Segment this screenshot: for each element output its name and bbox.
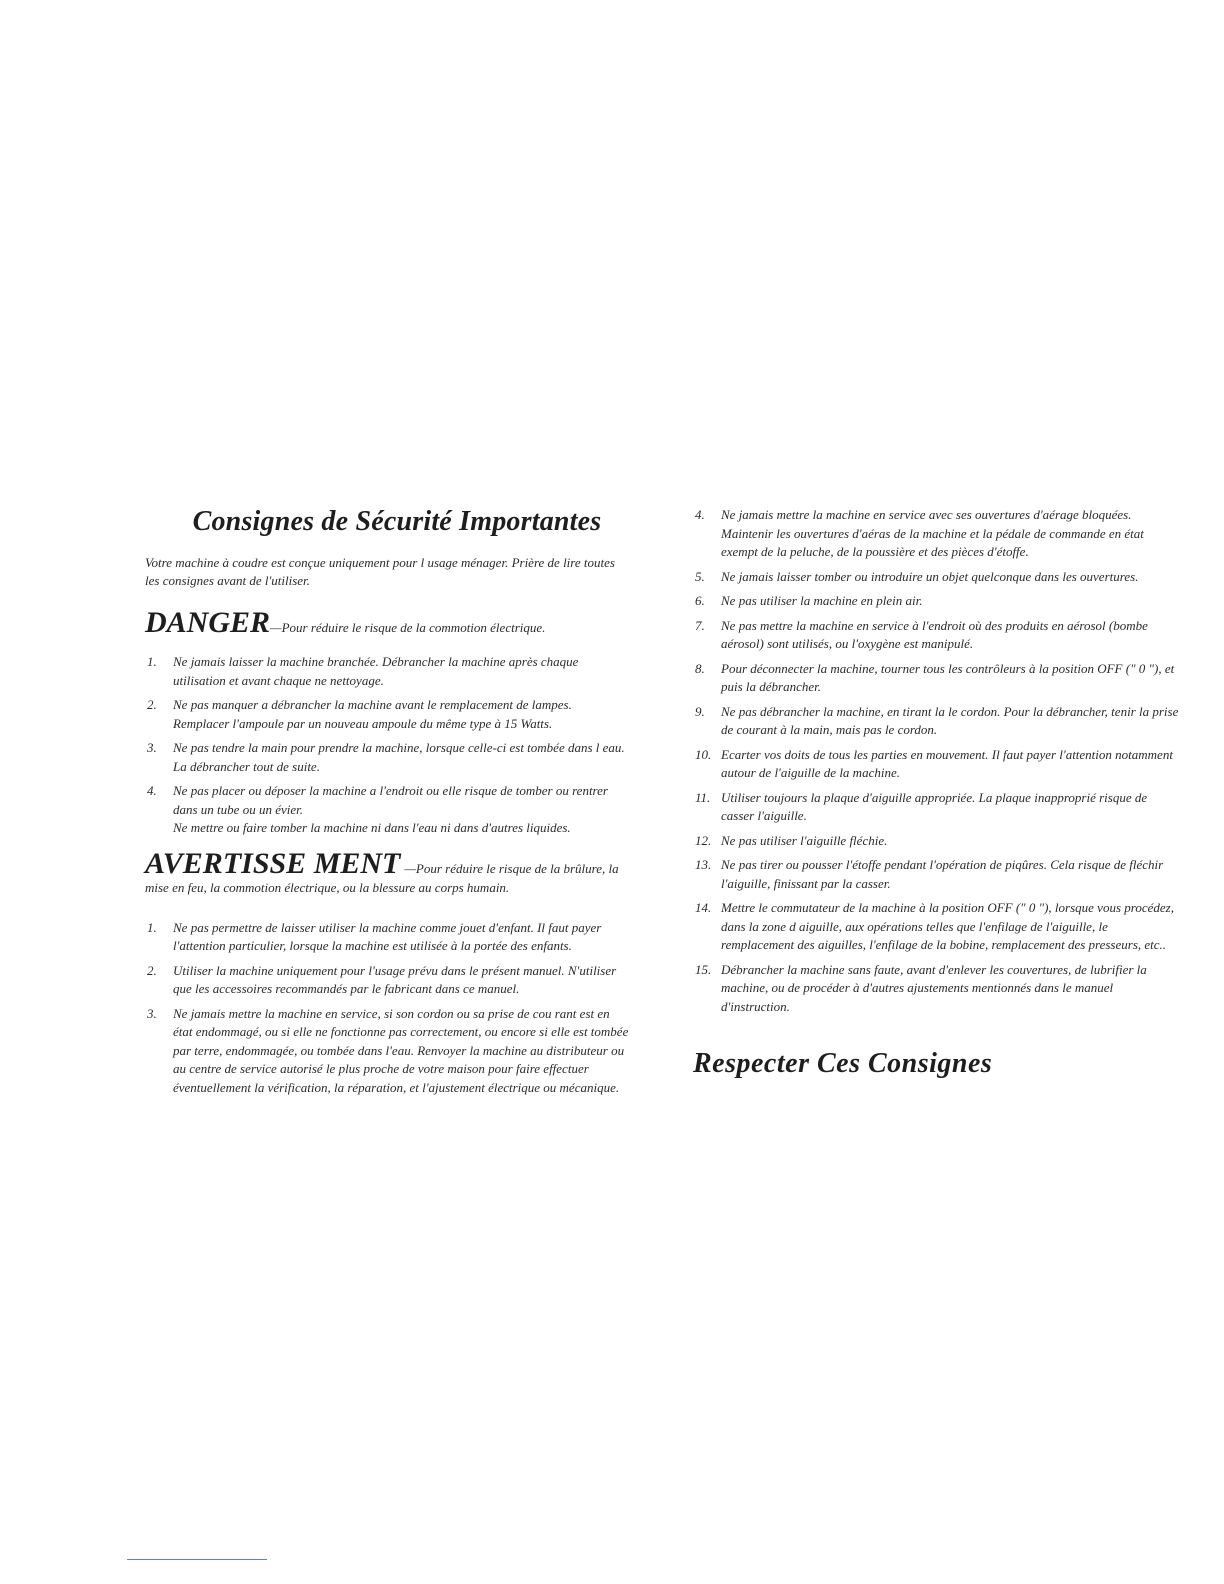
item-text: Ne jamais laisser la machine branchée. Débrancher la machine après chaque utilisation et avant chaque ne nettoyage.	[173, 654, 579, 688]
footer-rule	[127, 1559, 267, 1560]
item-number: 2.	[147, 962, 157, 978]
danger-item	[145, 739, 629, 776]
avertissement-list-right	[693, 506, 1180, 1016]
item-number: 6.	[695, 593, 705, 608]
item-text: Ne jamais laisser tomber ou introduire un objet quelconque dans les ouvertures.	[721, 568, 1139, 584]
avertissement-item	[693, 961, 1180, 1017]
avertissement-item	[693, 617, 1180, 654]
item-number: 9.	[695, 703, 705, 719]
closing-heading: Respecter Ces Consignes	[693, 1048, 993, 1079]
item-number: 1.	[147, 654, 157, 669]
item-text: Utiliser la machine uniquement pour l'usage prévu dans le présent manuel. N'utiliser que les accessoires recommandés par le fabricant dans ce manuel.	[173, 962, 617, 996]
item-number: 5.	[695, 568, 705, 584]
avertissement-item	[693, 568, 1180, 587]
item-text: Ne pas permettre de laisser utiliser la machine comme jouet d'enfant. Il faut payer l'attention particulier, lorsque la machine est utilisée à la portée des enfants.	[173, 919, 602, 953]
avertissement-item	[693, 856, 1180, 893]
avertissement-item	[145, 919, 629, 956]
avertissement-list-left	[145, 919, 629, 1098]
item-number: 4.	[695, 507, 705, 522]
avertissement-item	[693, 832, 1180, 851]
avertissement-item	[693, 746, 1180, 783]
item-text: Ne pas mettre la machine en service à l'endroit où des produits en aérosol (bombe aérosol) sont utilisés, ou l'oxygène est manipulé.	[721, 617, 1148, 651]
item-text: Ne pas utiliser la machine en plein air.	[721, 593, 923, 608]
item-number: 10.	[695, 746, 712, 762]
item-number: 12.	[695, 832, 712, 848]
avertissement-item	[693, 592, 1180, 611]
item-text: Ne pas débrancher la machine, en tirant la le cordon. Pour la débrancher, tenir la prise de courant à la main, mais pas le cordon.	[721, 703, 1179, 737]
item-text: Mettre le commutateur de la machine à la position OFF (" 0 "), lorsque vous procédez, dans la zone d aiguille, aux opérations telles que l'enfilage de l'aiguille, le remplacement des aiguilles, l'enfilage de la bobine, remplacement des presseurs, etc..	[721, 900, 1174, 952]
item-number: 13.	[695, 857, 712, 872]
danger-item	[145, 696, 629, 733]
item-number: 1.	[147, 919, 157, 935]
item-number: 8.	[695, 660, 705, 676]
danger-list	[145, 653, 629, 838]
item-number: 7.	[695, 617, 705, 633]
avertissement-item	[693, 899, 1180, 955]
avertissement-item	[693, 506, 1180, 562]
item-text: Ne jamais mettre la machine en service, si son cordon ou sa prise de cou rant est en état endommagé, ou si elle ne fonctionne pas correctement, ou encore si elle est tombée par terre, endommagée, ou tombée dans l'eau. Renvoyer la machine au distributeur ou au centre de service autorisé le plus proche de votre maison pour faire effectuer éventuellement la vérification, la réparation, et l'ajustement électrique ou mécanique.	[173, 1005, 629, 1095]
avertissement-item	[693, 660, 1180, 697]
avertissement-item	[693, 789, 1180, 826]
avertissement-item	[693, 703, 1180, 740]
item-text: Pour déconnecter la machine, tourner tous les contrôleurs à la position OFF (" 0 "), et puis la débrancher.	[721, 660, 1175, 694]
danger-item	[145, 653, 629, 690]
item-number: 2.	[147, 697, 157, 712]
avertissement-subtitle: —Pour réduire le risque de la brûlure, la mise en feu, la commotion électrique, ou la blessure au corps humain.	[145, 860, 619, 895]
avertissement-item	[145, 1005, 629, 1098]
item-text: Ne pas placer ou déposer la machine a l'endroit ou elle risque de tomber ou rentrer dans un tube ou un évier.	[173, 783, 608, 817]
item-extra-text: Ne mettre ou faire tomber la machine ni dans l'eau ni dans d'autres liquides.	[173, 820, 571, 835]
item-text: Ne pas tendre la main pour prendre la machine, lorsque celle-ci est tombée dans l eau. La débrancher tout de suite.	[173, 740, 625, 774]
right-column	[693, 506, 1180, 1080]
item-text: Utiliser toujours la plaque d'aiguille appropriée. La plaque inapproprié risque de casser l'aiguille.	[721, 789, 1148, 823]
left-column	[145, 506, 629, 1103]
item-text: Ne jamais mettre la machine en service avec ses ouvertures d'aérage bloquées. Maintenir les ouvertures d'aéras de la machine et la pédale de commande en état exempt de la peluche, de la poussière et des pièces d'étoffe.	[721, 507, 1144, 559]
avertissement-item	[145, 962, 629, 999]
item-number: 3.	[147, 1005, 157, 1021]
danger-title: DANGER	[145, 606, 271, 639]
item-text: Ecarter vos doits de tous les parties en mouvement. Il faut payer l'attention notamment autour de l'aiguille de la machine.	[721, 746, 1173, 780]
page-title: Consignes de Sécurité Importantes	[192, 506, 602, 537]
avertissement-title: AVERTISSE MENT	[145, 846, 401, 880]
item-number: 3.	[147, 740, 157, 755]
item-number: 14.	[695, 900, 712, 915]
item-text: Ne pas utiliser l'aiguille fléchie.	[721, 832, 888, 848]
item-number: 4.	[147, 783, 157, 798]
avertissement-heading	[145, 846, 629, 897]
danger-subtitle: —Pour réduire le risque de la commotion électrique.	[270, 620, 546, 635]
item-text: Débrancher la machine sans faute, avant d'enlever les couvertures, de lubrifier la machine, ou de procéder à d'autres ajustements mentionnés dans le manuel d'instruction.	[721, 961, 1147, 1014]
item-text: Ne pas manquer a débrancher la machine avant le remplacement de lampes. Remplacer l'ampoule par un nouveau ampoule du même type à 15 Watts.	[173, 697, 572, 731]
item-number: 11.	[695, 789, 711, 805]
danger-item	[145, 782, 629, 838]
item-text: Ne pas tirer ou pousser l'étoffe pendant l'opération de piqûres. Cela risque de fléchir l'aiguille, finissant par la casser.	[721, 857, 1164, 891]
intro-paragraph: Votre machine à coudre est conçue uniquement pour l usage ménager. Prière de lire toutes les consignes avant de l'utiliser.	[145, 555, 615, 588]
item-number: 15.	[695, 961, 712, 977]
danger-heading	[145, 606, 629, 639]
